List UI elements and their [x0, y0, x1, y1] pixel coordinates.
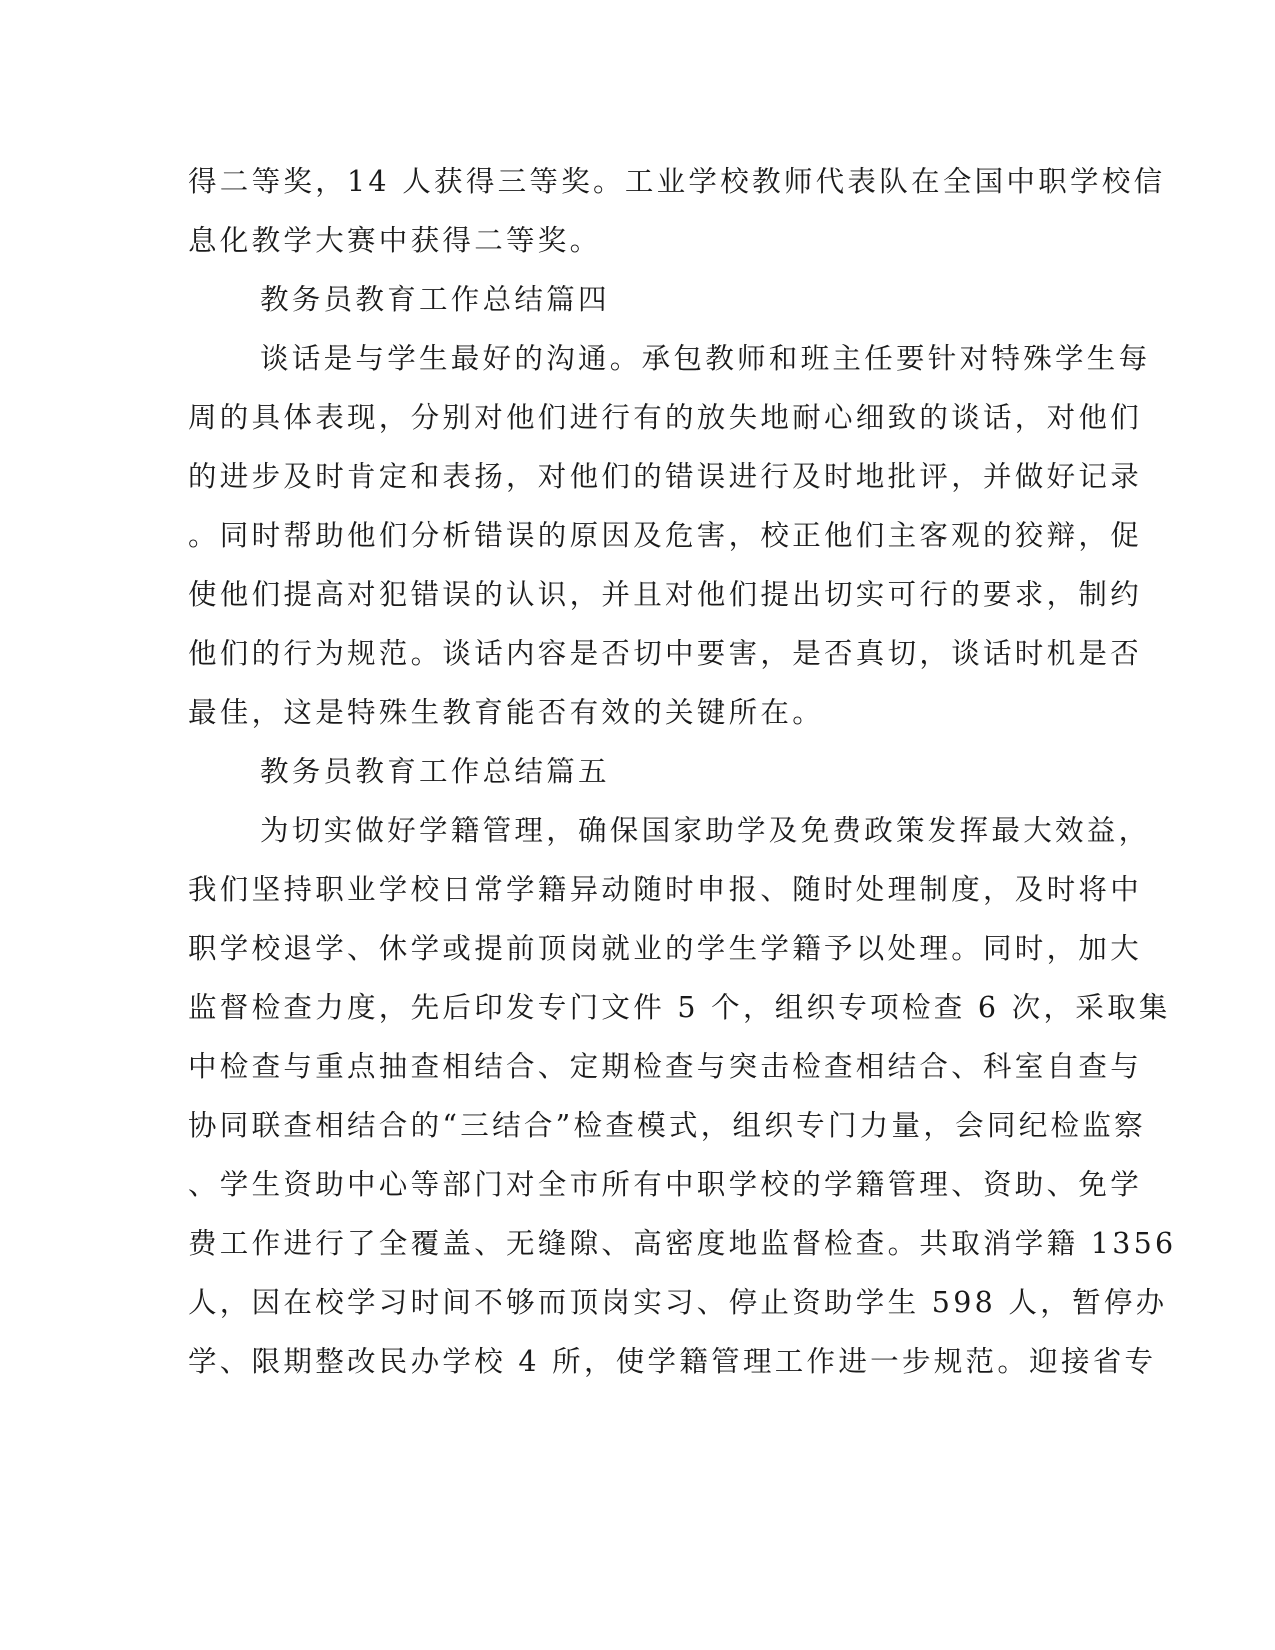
paragraph-line: 使他们提高对犯错误的认识，并且对他们提出切实可行的要求，制约	[188, 578, 1143, 611]
paragraph-line: 监督检查力度，先后印发专门文件 5 个，组织专项检查 6 次，采取集	[188, 991, 1171, 1024]
paragraph-line: 中检查与重点抽查相结合、定期检查与突击检查相结合、科室自查与	[188, 1050, 1143, 1083]
paragraph-line: 最佳，这是特殊生教育能否有效的关键所在。	[188, 696, 825, 729]
paragraph-line: 得二等奖，14 人获得三等奖。工业学校教师代表队在全国中职学校信	[188, 165, 1166, 198]
paragraph-line: 、学生资助中心等部门对全市所有中职学校的学籍管理、资助、免学	[188, 1168, 1143, 1201]
paragraph-line: 谈话是与学生最好的沟通。承包教师和班主任要针对特殊学生每	[260, 342, 1151, 375]
paragraph-line: 费工作进行了全覆盖、无缝隙、高密度地监督检查。共取消学籍 1356	[188, 1227, 1177, 1260]
paragraph-line: 周的具体表现，分别对他们进行有的放失地耐心细致的谈话，对他们	[188, 401, 1143, 434]
paragraph-line: 协同联查相结合的“三结合”检查模式，组织专门力量，会同纪检监察	[188, 1109, 1146, 1142]
paragraph-line: 息化教学大赛中获得二等奖。	[188, 224, 602, 257]
paragraph-line: 职学校退学、休学或提前顶岗就业的学生学籍予以处理。同时，加大	[188, 932, 1143, 965]
paragraph-line: 学、限期整改民办学校 4 所，使学籍管理工作进一步规范。迎接省专	[188, 1345, 1157, 1378]
paragraph-line: 。同时帮助他们分析错误的原因及危害，校正他们主客观的狡辩，促	[188, 519, 1143, 552]
paragraph-line: 的进步及时肯定和表扬，对他们的错误进行及时地批评，并做好记录	[188, 460, 1143, 493]
paragraph-line: 为切实做好学籍管理，确保国家助学及免费政策发挥最大效益，	[260, 814, 1151, 847]
section-heading: 教务员教育工作总结篇五	[260, 755, 610, 788]
paragraph-line: 人，因在校学习时间不够而顶岗实习、停止资助学生 598 人，暂停办	[188, 1286, 1168, 1319]
paragraph-line: 我们坚持职业学校日常学籍异动随时申报、随时处理制度，及时将中	[188, 873, 1143, 906]
section-heading: 教务员教育工作总结篇四	[260, 283, 610, 316]
paragraph-line: 他们的行为规范。谈话内容是否切中要害，是否真切，谈话时机是否	[188, 637, 1143, 670]
